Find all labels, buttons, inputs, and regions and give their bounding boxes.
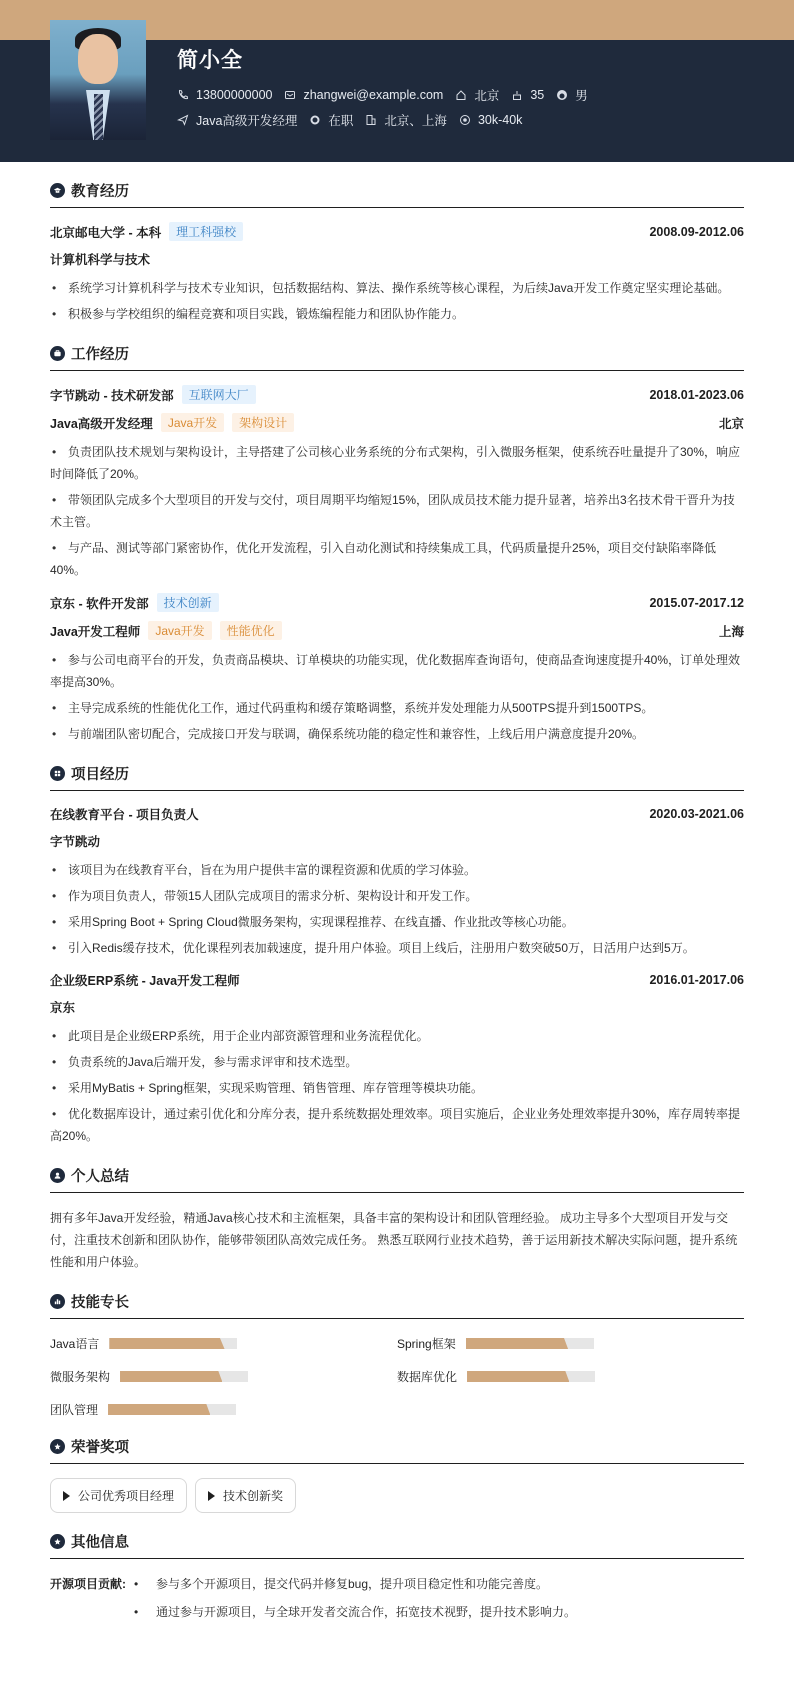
gear-icon bbox=[309, 114, 321, 126]
work-location: 上海 bbox=[718, 624, 744, 639]
list-item: • 参与公司电商平台的开发，负责商品模块、订单模块的功能实现，优化数据库查询语句，使商品查询速度提升40%，订单处理效率提高30%。 bbox=[50, 649, 744, 693]
project-name: 在线教育平台 - 项目负责人 bbox=[50, 808, 199, 822]
skill-level-bar bbox=[466, 1338, 594, 1349]
skill-level-bar bbox=[467, 1371, 595, 1382]
work-date: 2018.01-2023.06 bbox=[649, 387, 744, 402]
list-item: • 负责团队技术规划与架构设计，主导搭建了公司核心业务系统的分布式架构，引入微服务框架，使系统吞吐量提升了30%，响应时间降低了20%。 bbox=[50, 441, 744, 485]
list-item: • 该项目为在线教育平台，旨在为用户提供丰富的课程资源和优质的学习体验。 bbox=[50, 859, 744, 881]
work-date: 2015.07-2017.12 bbox=[649, 595, 744, 610]
major: 计算机科学与技术 bbox=[50, 253, 151, 267]
school-tag: 理工科强校 bbox=[169, 222, 243, 241]
company-name: 京东 - 软件开发部 bbox=[50, 596, 149, 611]
user-icon bbox=[556, 89, 568, 101]
skill-level-bar bbox=[108, 1404, 236, 1415]
job-intent-row bbox=[177, 111, 522, 129]
section-header: 技能专长 bbox=[50, 1291, 744, 1319]
school-name: 北京邮电大学 - 本科 bbox=[50, 225, 162, 240]
position-title: Java高级开发经理 bbox=[50, 416, 153, 431]
work-entry bbox=[50, 593, 744, 745]
list-item: • 引入Redis缓存技术，优化课程列表加载速度，提升用户体验。项目上线后，注册用户数突破50万，日活用户达到5万。 bbox=[50, 937, 744, 959]
work-section bbox=[50, 343, 744, 745]
position-title: Java开发工程师 bbox=[50, 624, 141, 639]
list-item: • 采用MyBatis + Spring框架，实现采购管理、销售管理、库存管理等模块功能。 bbox=[50, 1077, 744, 1099]
skill-item: 数据库优化 bbox=[397, 1368, 744, 1385]
project-date: 2020.03-2021.06 bbox=[649, 807, 744, 821]
candidate-name: 简小全 bbox=[177, 49, 243, 72]
skills-section bbox=[50, 1291, 744, 1418]
award-icon bbox=[50, 1439, 65, 1454]
phone-item: 13800000000 bbox=[177, 88, 272, 102]
list-item: • 参与多个开源项目，提交代码并修复bug，提升项目稳定性和功能完善度。 bbox=[130, 1573, 576, 1595]
cake-icon bbox=[511, 89, 523, 101]
award-chip: 公司优秀项目经理 bbox=[50, 1478, 187, 1513]
list-item: • 优化数据库设计，通过索引优化和分库分表，提升系统数据处理效率。项目实施后，企业业务处理效率提升30%，库存周转率提高20%。 bbox=[50, 1103, 744, 1147]
summary-text: 拥有多年Java开发经验，精通Java核心技术和主流框架，具备丰富的架构设计和团队管理经验。 成功主导多个大型项目开发与交付，注重技术创新和团队协作，能够带领团队高效完成任务。 熟悉互联网行业技术趋势，善于运用新技术解决实际问题，提升系统性能和用户体验。 bbox=[50, 1211, 738, 1269]
list-item: • 系统学习计算机科学与技术专业知识，包括数据结构、算法、操作系统等核心课程，为后续Java开发工作奠定坚实理论基础。 bbox=[50, 277, 744, 299]
education-section bbox=[50, 180, 744, 325]
phone-icon bbox=[177, 89, 189, 101]
skill-item: Java语言 bbox=[50, 1335, 397, 1352]
award-icon bbox=[50, 1534, 65, 1549]
company-name: 字节跳动 - 技术研发部 bbox=[50, 388, 174, 403]
company-tag: 互联网大厂 bbox=[182, 385, 256, 404]
skill-item: 微服务架构 bbox=[50, 1368, 397, 1385]
project-entry bbox=[50, 971, 744, 1147]
skill-item: 团队管理 bbox=[50, 1401, 397, 1418]
skill-tag: 架构设计 bbox=[232, 413, 294, 432]
building-icon bbox=[365, 114, 377, 126]
profile-header bbox=[0, 40, 794, 162]
email-item: zhangwei@example.com bbox=[284, 88, 443, 102]
skill-item: Spring框架 bbox=[397, 1335, 744, 1352]
skill-level-bar bbox=[120, 1371, 248, 1382]
education-entry bbox=[50, 222, 744, 325]
status-item: 在职 bbox=[309, 111, 353, 129]
section-header: 其他信息 bbox=[50, 1531, 744, 1559]
summary-section bbox=[50, 1165, 744, 1273]
age-item: 35 bbox=[511, 88, 544, 102]
list-item: • 积极参与学校组织的编程竞赛和项目实践，锻炼编程能力和团队协作能力。 bbox=[50, 303, 744, 325]
section-header: 项目经历 bbox=[50, 763, 744, 791]
education-date: 2008.09-2012.06 bbox=[649, 224, 744, 239]
project-entry bbox=[50, 805, 744, 959]
award-chip: 技术创新奖 bbox=[195, 1478, 296, 1513]
open-source-row bbox=[50, 1573, 744, 1629]
skill-tag: Java开发 bbox=[161, 413, 224, 432]
list-item: • 通过参与开源项目，与全球开发者交流合作，拓宽技术视野，提升技术影响力。 bbox=[130, 1601, 576, 1623]
awards-list bbox=[50, 1478, 744, 1513]
list-item: • 与前端团队密切配合，完成接口开发与联调，确保系统功能的稳定性和兼容性，上线后用户满意度提升20%。 bbox=[50, 723, 744, 745]
work-entry bbox=[50, 385, 744, 581]
salary-item: 30k-40k bbox=[459, 113, 522, 127]
section-header: 荣誉奖项 bbox=[50, 1436, 744, 1464]
list-item: • 采用Spring Boot + Spring Cloud微服务架构，实现课程推荐、在线直播、作业批改等核心功能。 bbox=[50, 911, 744, 933]
section-header: 教育经历 bbox=[50, 180, 744, 208]
other-section bbox=[50, 1531, 744, 1629]
contact-row bbox=[177, 86, 588, 104]
user-icon bbox=[50, 1168, 65, 1183]
list-item: • 作为项目负责人，带领15人团队完成项目的需求分析、架构设计和开发工作。 bbox=[50, 885, 744, 907]
mail-icon bbox=[284, 89, 296, 101]
resume-body bbox=[0, 162, 794, 1629]
project-date: 2016.01-2017.06 bbox=[649, 973, 744, 987]
briefcase-icon bbox=[50, 346, 65, 361]
section-header: 工作经历 bbox=[50, 343, 744, 371]
list-item: • 负责系统的Java后端开发，参与需求评审和技术选型。 bbox=[50, 1051, 744, 1073]
avatar-photo bbox=[50, 20, 146, 140]
work-location: 北京 bbox=[718, 416, 744, 431]
skills-grid bbox=[50, 1333, 744, 1418]
project-name: 企业级ERP系统 - Java开发工程师 bbox=[50, 974, 240, 988]
list-item: • 主导完成系统的性能优化工作，通过代码重构和缓存策略调整，系统并发处理能力从500TPS提升到1500TPS。 bbox=[50, 697, 744, 719]
project-company: 字节跳动 bbox=[50, 835, 101, 849]
home-icon bbox=[455, 89, 467, 101]
grid-icon bbox=[50, 766, 65, 781]
list-item: • 此项目是企业级ERP系统，用于企业内部资源管理和业务流程优化。 bbox=[50, 1025, 744, 1047]
projects-section bbox=[50, 763, 744, 1147]
target-cities-item: 北京、上海 bbox=[365, 111, 447, 129]
send-icon bbox=[177, 114, 189, 126]
skill-tag: Java开发 bbox=[148, 621, 211, 640]
list-item: • 与产品、测试等部门紧密协作，优化开发流程，引入自动化测试和持续集成工具，代码质量提升25%，项目交付缺陷率降低40%。 bbox=[50, 537, 744, 581]
target-position-item: Java高级开发经理 bbox=[177, 111, 297, 129]
skill-level-bar bbox=[109, 1338, 237, 1349]
gender-item: 男 bbox=[556, 86, 588, 104]
skill-tag: 性能优化 bbox=[220, 621, 282, 640]
list-item: • 带领团队完成多个大型项目的开发与交付，项目周期平均缩短15%，团队成员技术能力提升显著，培养出3名技术骨干晋升为技术主管。 bbox=[50, 489, 744, 533]
graduation-cap-icon bbox=[50, 183, 65, 198]
other-label: 开源项目贡献: bbox=[50, 1577, 126, 1591]
city-item: 北京 bbox=[455, 86, 499, 104]
awards-section bbox=[50, 1436, 744, 1513]
section-header: 个人总结 bbox=[50, 1165, 744, 1193]
triangle-right-icon bbox=[63, 1491, 70, 1501]
triangle-right-icon bbox=[208, 1491, 215, 1501]
bar-chart-icon bbox=[50, 1294, 65, 1309]
project-company: 京东 bbox=[50, 1001, 76, 1015]
company-tag: 技术创新 bbox=[157, 593, 219, 612]
money-icon bbox=[459, 114, 471, 126]
